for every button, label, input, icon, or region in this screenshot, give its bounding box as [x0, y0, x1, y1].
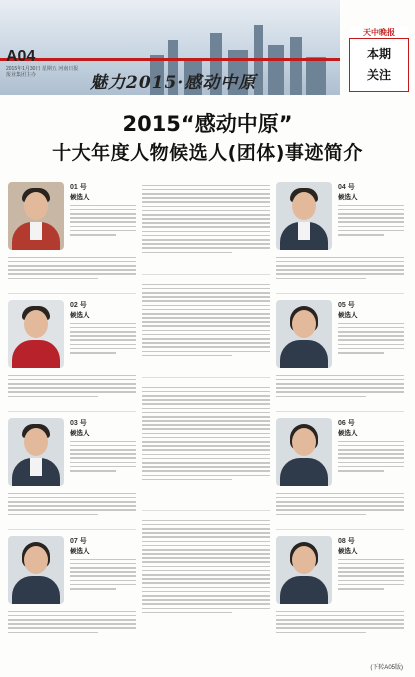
- candidate-name: 候选人: [338, 547, 358, 555]
- section-label-line1: 本期: [366, 47, 391, 61]
- candidate-entry: [8, 178, 136, 294]
- candidate-number: 04 号: [338, 184, 355, 191]
- page-title: 2015“感动中原”: [122, 112, 293, 136]
- article-text: [142, 182, 270, 272]
- candidate-number: 06 号: [338, 420, 355, 427]
- newspaper-brand: 天中晚报: [350, 27, 408, 38]
- candidate-bio-cont: [276, 490, 404, 526]
- candidate-bio: [338, 438, 404, 486]
- page-subtitle: 十大年度人物候选人(团体)事迹简介: [52, 142, 363, 164]
- candidate-name: 候选人: [70, 429, 90, 437]
- text-block: [142, 178, 270, 275]
- section-label-line2: 关注: [366, 68, 391, 82]
- candidate-bio-cont: [8, 608, 136, 644]
- candidate-photo: [8, 182, 64, 250]
- candidate-bio: [70, 556, 136, 604]
- candidate-entry: [276, 178, 404, 294]
- candidate-bio: [338, 320, 404, 368]
- edition-number: A04: [6, 48, 36, 65]
- text-block: [142, 513, 270, 643]
- candidate-photo: [8, 300, 64, 368]
- header-banner: [0, 0, 340, 95]
- candidate-number: 03 号: [70, 420, 87, 427]
- candidate-entry: [8, 414, 136, 530]
- candidate-number: 07 号: [70, 538, 87, 545]
- candidate-number: 02 号: [70, 302, 87, 309]
- candidate-name: 候选人: [70, 193, 90, 201]
- candidate-photo: [276, 418, 332, 486]
- article-column-3: [276, 178, 404, 648]
- candidate-bio-cont: [276, 372, 404, 408]
- article-column-2: [142, 178, 270, 648]
- candidate-number: 05 号: [338, 302, 355, 309]
- section-label: [349, 27, 409, 92]
- candidate-bio: [70, 320, 136, 368]
- article-text: [142, 281, 270, 375]
- candidate-photo: [276, 536, 332, 604]
- candidate-bio: [70, 202, 136, 250]
- article-text: [142, 384, 270, 508]
- candidate-bio-cont: [8, 254, 136, 290]
- candidate-bio-cont: [8, 490, 136, 526]
- candidate-name: 候选人: [70, 311, 90, 319]
- edition-date: 2015年1月30日 星期五 河南日报报业集团主办: [6, 66, 79, 78]
- article-column-1: [8, 178, 136, 648]
- candidate-bio-cont: [276, 254, 404, 290]
- candidate-name: 候选人: [338, 193, 358, 201]
- text-block: [142, 277, 270, 378]
- candidate-bio: [338, 202, 404, 250]
- candidate-number: 08 号: [338, 538, 355, 545]
- article-text: [142, 517, 270, 641]
- candidate-entry: [276, 414, 404, 530]
- continued-note: (下转A05版): [370, 665, 403, 671]
- candidate-name: 候选人: [70, 547, 90, 555]
- candidate-number: 01 号: [70, 184, 87, 191]
- candidate-photo: [8, 536, 64, 604]
- banner-divider: [0, 58, 340, 61]
- candidate-photo: [276, 182, 332, 250]
- candidate-bio: [338, 556, 404, 604]
- candidate-bio-cont: [276, 608, 404, 644]
- candidate-photo: [8, 418, 64, 486]
- candidate-entry: [8, 296, 136, 412]
- text-block: [142, 380, 270, 511]
- candidate-photo: [276, 300, 332, 368]
- candidate-entry: [276, 296, 404, 412]
- candidate-bio: [70, 438, 136, 486]
- candidate-entry: [276, 532, 404, 647]
- candidate-entry: [8, 532, 136, 647]
- candidate-name: 候选人: [338, 311, 358, 319]
- campaign-tagline: 魅力2015·感动中原: [90, 73, 257, 93]
- candidate-bio-cont: [8, 372, 136, 408]
- candidate-name: 候选人: [338, 429, 358, 437]
